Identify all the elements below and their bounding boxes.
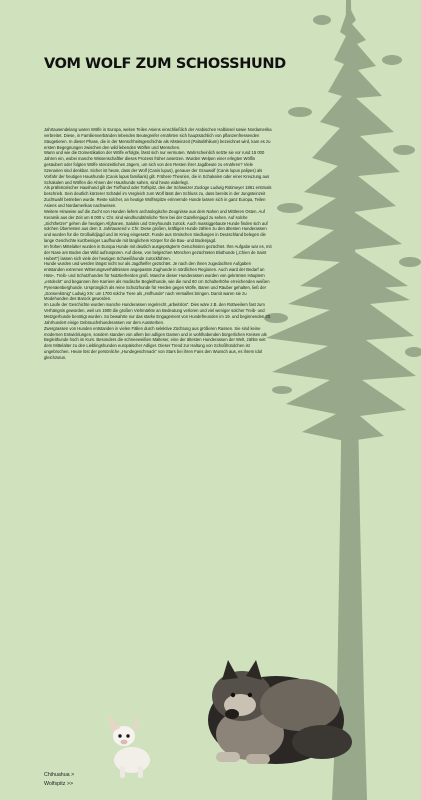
paragraph: Als prähistorischer Haushund gilt der Torfhund oder Torfspitz, den der Schweizer Zoologe Ludwig Rütimeyer 1861 erstmals beschrieb. Sein deutlich kürzerer Schädel im Vergleich zum Wolf lässt den Schluss zu, dass bereits in der Jungsteinzeit Zuchtwahl betrieben wurde. Reste solcher, an heutige Wolfsspitze erinnernde Hunde lassen sich in ganz Europa, Teilen Asiens und Nordamerikas nachweisen. [44, 185, 272, 208]
paragraph: Weitere Hinweise auf die Zucht von Hunden liefern archäologische Zeugnisse aus dem Nahen und Mittleren Osten. Auf Keramik aus der Zeit um 6 000 v. Chr. sind windhundähnliche Tiere bei der Gazellenjagd zu sehen. Auf solche „Sichthetzer“ gehen die heutigen Afghanen, Salukis und Greyhounds zurück. Auch massiggebaute Hunde finden sich auf solchen Überresten aus dem 3. Jahrtausend v. Chr. Diese großen, kräftigen Hunde zählen zu den ältesten Hunderassen und wurden für die Großwildjagd und im Krieg eingesetzt. Funde aus römischen Siedlungen in Deutschland belegen die lange Geschichte kurzbeiniger Laufhunde mit länglichem Körper für die Bau- und Bodenjagd. [44, 208, 268, 244]
chihuahua-dog-image [108, 712, 150, 778]
caption-wolfspitz: Wolfspitz >> [44, 780, 74, 787]
paragraph: Wann und wie die Domestikation der Wölfe erfolgte, lässt sich nur vermuten. Wahrscheinlich setzte sie vor rund 15 000 Jahren ein, wobei manche Wissenschaftler dieses Prozess früher ansetzen. Wurden Welpen einer erlegten Wölfin gesäubert oder folgten Wölfe steinzeitlichen Jägern, um sich von den Resten ihrer Jagdbeute zu ernähren? Viele Szenarien sind denkbar. Sicher ist heute, dass der Wolf (Canis lupus), genauer der Grauwolf (Canis lupus palipes) als Vorfahr der heutigen Haushunde (Canis lupus familiaris) gilt. Frühere Theorien, die in Schakalen oder einer Kreuzung aus Schakalen und Wölfen die Ahnen der Haushunde sahen, sind heute widerlegt. [44, 150, 270, 185]
paragraph: Hunde wurden und werden längst nicht nur als Jagdhelfer gezüchtet. Je nach den ihnen zugedachten Aufgaben entstanden extremen Witterungsverhältnissen angepasste Zughunde in nördlichen Regionen. Auch ward der Bedarf an Hüte-, Treib- und Schutzhunden für Nutztierherden groß. Manche dieser Hunderassen wurden von gekrönten Häuptern „entdeckt“ und begannen ihre Karriere als modische Begleithunde, wie die rund 60 cm Schulterhöhe erreichenden weißen Pyrenäenberghunde. Ursprünglich als reine Schutzhunde für Herden gegen Wölfe, Bären und Räuber gehalten, ließ der „Sonnenkönig“ Ludwig XIV. um 1700 solche Tiere als „Hofhunde“ nach Versailles bringen. Damit waren sie zu Modehunden des Barock geworden. [44, 261, 270, 302]
paragraph: Im frühen Mittelalter wurden in Europa Hunde mit deutlich ausgeprägterm Geruchssinn gezüchtet. Ihre Aufgabe war es, mit der Nase am Boden das Wild aufzuspüren. Auf diese, von belgischen Mönchen gezüchteten Bluthunde („Chien de Saint Hubert“) lassen sich viele der heutigen Schweißhunde zurückführen. [44, 243, 272, 261]
paragraph: Zwergrassen von Hunden entstanden in vielen Fällen durch selektive Züchtung aus größeren Rassen. Sie sind keine modernen Entwicklungen, sondern standen von allem bei adligen Damen und in wohlhabenden bürgerlichen Kreisen als Begleithunde hoch im Kurs. Besonders die schneeweißen Malteser, eine der ältesten Hunderassen der Welt, zählte seit dem Mittelalter zu den Lieblingshunden europäischer Adliger. Dieser Trend zur Haltung von Schoßhündchen ist ungebrochen. Heute löst der persönliche „Hundegeschmack“ von Stars bei ihren Fans den Wunsch aus, es ihrem Idol gleichzutun. [44, 325, 267, 360]
paragraph: Jahrtausendelang waren Wölfe in Europa, weiten Teilen Asiens einschließlich der Arabischen Halbinsel sowie Nordamerika verbreitet. Diese, in Familienverbänden lebenden Beutegreifer ernährten sich hauptsächlich von pflanzenfressenden Säugetieren. In dieser Phase, die in der Menschheitsgeschichte als Altsteinzeit (Paläolithikum) bezeichnet wird, kam es zu ersten Begegnungen zwischen den wild lebenden Wölfen und Menschen. [44, 127, 272, 150]
paragraph: Im Laufe der Geschichte wurden manche Hunderassen regelrecht „arbeitslos“. Dies wäre z.B. den Rottweilern fast zum Verhängnis geworden, weil um 1900 die großen Viehmärkte an Bedeutung verloren und viel weniger solcher Treib- und Metzgerhunde benötigt wurden. So bewahrte nur das starke Engagement von Hundefreunden im 19. und beginnenden 20. Jahrhundert einige Gebrauchshunderassen vor dem Aussterben. [44, 302, 272, 325]
photo-caption [44, 771, 74, 788]
tree-silhouette-illustration [230, 0, 421, 800]
article-body [44, 127, 272, 361]
caption-chihuahua: Chihuahua > [44, 772, 75, 778]
page-title: VOM WOLF ZUM SCHOSSHUND [44, 56, 286, 72]
